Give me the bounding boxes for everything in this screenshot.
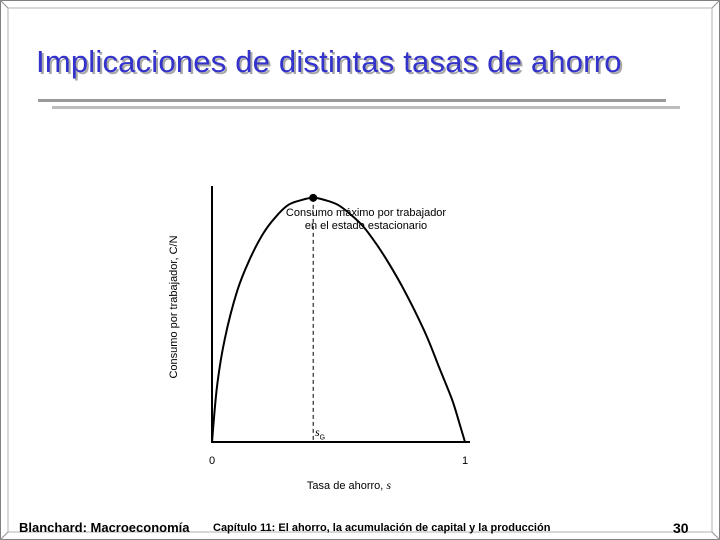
x-axis-label-var: s [386, 478, 392, 492]
y-axis-label: Consumo por trabajador, C/N [168, 235, 180, 379]
x-tick-label: 1 [461, 455, 469, 467]
consumption-curve [212, 198, 465, 442]
golden-rule-label [315, 425, 325, 441]
x-axis-label [307, 478, 391, 493]
slide-title: Implicaciones de distintas tasas de ahorro [36, 44, 622, 79]
golden-rule-label-main: s [314, 425, 320, 439]
footer [0, 520, 720, 540]
footer-source: Blanchard: Macroeconomía [19, 520, 190, 535]
golden-rule-label-sub: G [319, 434, 326, 442]
x-tick-label: 0 [208, 455, 216, 467]
max-consumption-point [309, 194, 317, 202]
annotation-line-1: Consumo máximo por trabajador [285, 207, 447, 219]
footer-chapter: Capítulo 11: El ahorro, la acumulación de capital y la producción [213, 522, 551, 534]
page-number: 30 [673, 520, 689, 536]
max-consumption-annotation [286, 207, 446, 233]
annotation-line-2: en el estado estacionario [304, 220, 428, 232]
x-axis-label-text: Tasa de ahorro, [306, 480, 387, 492]
